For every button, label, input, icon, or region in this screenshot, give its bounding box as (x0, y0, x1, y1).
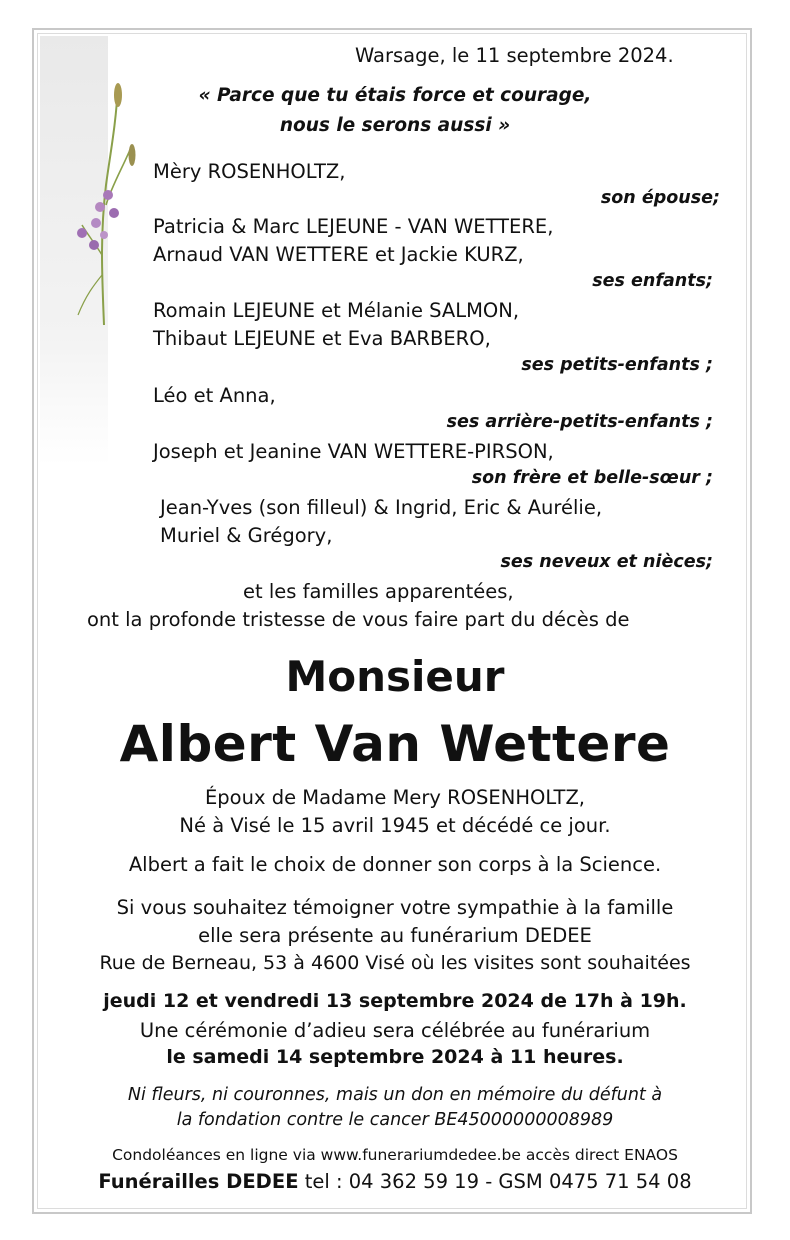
wife-name: Mèry ROSENHOLTZ, (153, 160, 346, 183)
visit-line-2: elle sera présente au funérarium DEDEE (198, 924, 592, 947)
condolences-line: Condoléances en ligne via www.funerariumdedee.be accès direct ENAOS (112, 1146, 678, 1164)
donation-line-1: Ni fleurs, ni couronnes, mais un don en mémoire du défunt à (127, 1085, 663, 1105)
nephews-role: ses neveux et nièces; (500, 552, 713, 572)
deceased-name: Albert Van Wettere (119, 715, 671, 773)
date-line: Warsage, le 11 septembre 2024. (355, 44, 674, 67)
announcement-line: ont la profonde tristesse de vous faire part du décès de (87, 608, 630, 631)
children-role: ses enfants; (592, 271, 713, 291)
company-name: Funérailles DEDEE (98, 1170, 299, 1193)
deceased-title: Monsieur (285, 652, 505, 701)
company-line (0, 1170, 790, 1193)
visit-line-1: Si vous souhaitez témoigner votre sympathie à la famille (116, 896, 674, 919)
ceremony-line-1: Une cérémonie d’adieu sera célébrée au funérarium (139, 1019, 651, 1042)
quote-line-2: nous le serons aussi » (279, 115, 511, 136)
great-grandchildren: Léo et Anna, (153, 384, 276, 407)
ceremony-line-2: le samedi 14 septembre 2024 à 11 heures. (166, 1046, 624, 1068)
sibling-line: Joseph et Jeanine VAN WETTERE-PIRSON, (153, 440, 554, 463)
spouse-line: Époux de Madame Mery ROSENHOLTZ, (204, 786, 585, 809)
nephews-line-1: Jean-Yves (son filleul) & Ingrid, Eric & Aurélie, (160, 496, 603, 519)
visit-dates: jeudi 12 et vendredi 13 septembre 2024 de 17h à 19h. (103, 990, 687, 1012)
nephews-line-2: Muriel & Grégory, (160, 524, 333, 547)
grandchildren-line-2: Thibaut LEJEUNE et Eva BARBERO, (153, 327, 491, 350)
donation-line-2: la fondation contre le cancer BE45000000008989 (176, 1110, 614, 1130)
children-line-1: Patricia & Marc LEJEUNE - VAN WETTERE, (153, 215, 554, 238)
great-grandchildren-role: ses arrière-petits-enfants ; (446, 412, 713, 432)
families-line: et les familles apparentées, (243, 580, 514, 603)
company-phone: tel : 04 362 59 19 - GSM 0475 71 54 08 (298, 1170, 692, 1193)
sibling-role: son frère et belle-sœur ; (471, 468, 713, 488)
wife-role: son épouse; (600, 188, 720, 208)
flower-illustration (66, 75, 136, 325)
children-line-2: Arnaud VAN WETTERE et Jackie KURZ, (153, 243, 524, 266)
quote-line-1: « Parce que tu étais force et courage, (198, 85, 592, 106)
grandchildren-role: ses petits-enfants ; (521, 355, 713, 375)
science-line: Albert a fait le choix de donner son corps à la Science. (128, 853, 662, 876)
grandchildren-line-1: Romain LEJEUNE et Mélanie SALMON, (153, 299, 520, 322)
visit-line-3: Rue de Berneau, 53 à 4600 Visé où les visites sont souhaitées (99, 952, 691, 974)
dates-line: Né à Visé le 15 avril 1945 et décédé ce jour. (179, 814, 611, 837)
